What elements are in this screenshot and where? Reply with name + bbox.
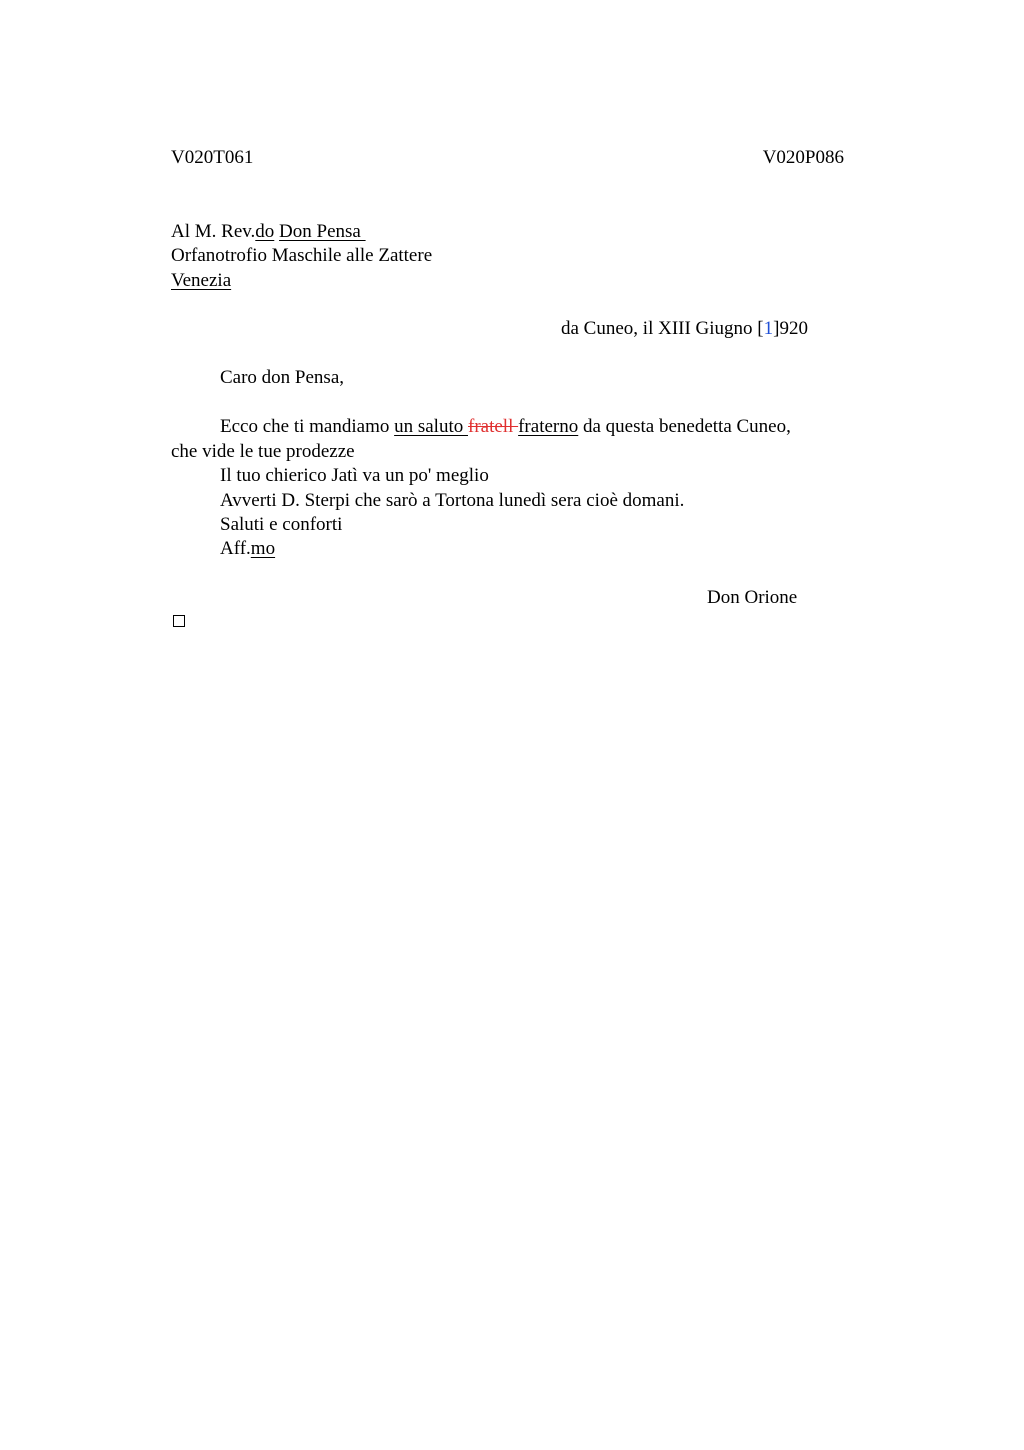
greeting: Caro don Pensa, — [220, 367, 345, 388]
closing-prefix: Aff. — [220, 538, 251, 559]
recipient-title-abbr: do — [255, 221, 275, 242]
p1-underlined-text: un saluto — [394, 416, 468, 437]
recipient-name: Don Pensa — [279, 221, 366, 242]
address-line-city: Venezia — [171, 270, 232, 291]
paragraph-first-line — [220, 415, 791, 439]
line-jati: Il tuo chierico Jatì va un po' meglio — [220, 465, 489, 486]
document-code-right: V020P086 — [762, 147, 844, 168]
end-marker-box-icon — [173, 615, 185, 627]
dateline-prefix: da Cuneo, il XIII Giugno [ — [561, 318, 764, 339]
line-sterpi: Avverti D. Sterpi che sarò a Tortona lunedì sera cioè domani. — [220, 490, 685, 511]
closing — [220, 537, 275, 561]
paragraph-continuation: che vide le tue prodezze — [171, 441, 355, 462]
recipient-title: Al M. Rev. — [171, 221, 256, 242]
p1-text-end: da questa benedetta Cuneo, — [578, 416, 791, 437]
dateline — [561, 317, 808, 341]
line-saluti: Saluti e conforti — [220, 514, 343, 535]
p1-corrected-word: fraterno — [518, 416, 579, 437]
dateline-suffix: ]920 — [773, 318, 808, 339]
address-line-institution: Orfanotrofio Maschile alle Zattere — [171, 245, 433, 266]
p1-deleted-word: fratell — [468, 416, 519, 437]
dateline-editorial-digit: 1 — [763, 318, 774, 339]
p1-text-start: Ecco che ti mandiamo — [220, 416, 395, 437]
document-code-left: V020T061 — [171, 147, 254, 168]
address-line-recipient — [171, 220, 366, 244]
signature: Don Orione — [707, 587, 798, 608]
closing-abbr: mo — [250, 538, 276, 559]
